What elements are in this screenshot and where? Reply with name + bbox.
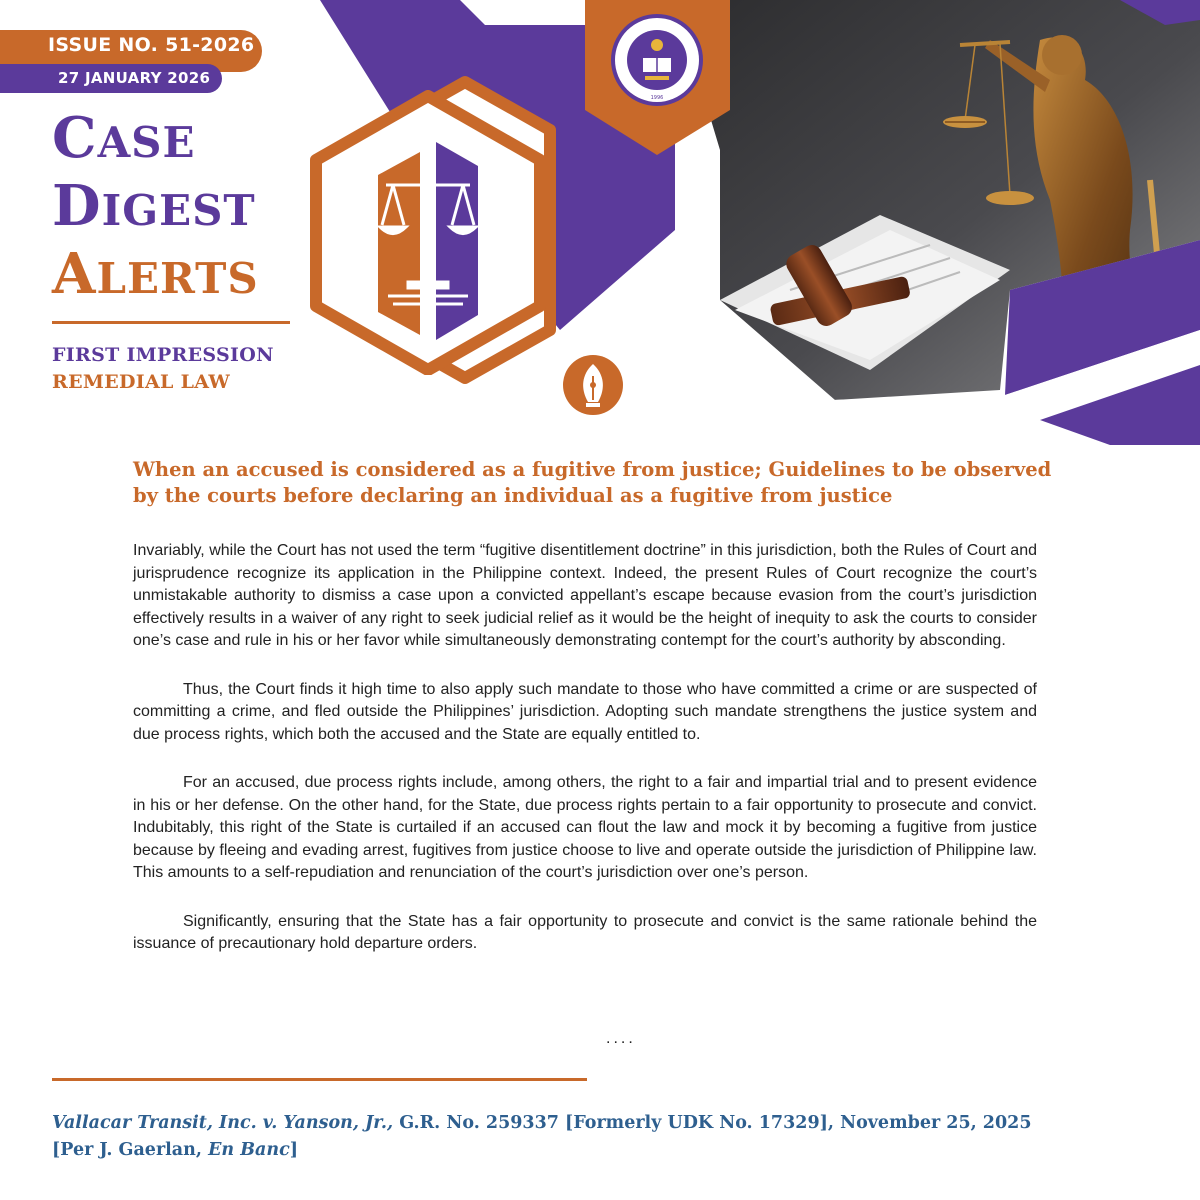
body-paragraph: Significantly, ensuring that the State has a fair opportunity to prosecute and convict is the same rationale behind the issuance of precautionary hold departure orders. (133, 912, 1037, 952)
citation-divider (52, 1078, 587, 1081)
seal-year: 1996 (650, 95, 664, 101)
title-word-digest: DIGEST (52, 173, 256, 239)
case-name: Vallacar Transit, Inc. v. Yanson, Jr., (52, 1113, 394, 1133)
ellipsis: .... (606, 1030, 636, 1047)
article-body (133, 540, 1037, 982)
title-divider (52, 321, 290, 324)
body-paragraph: Invariably, while the Court has not used the term “fugitive disentitlement doctrine” in this jurisdiction, both the Rules of Court and jurisprudence recognize its application in the Philippine context. Indeed, the present Rules of Court recognize the court’s unmistakable authority to dismiss a case upon a convicted appellant’s escape because evasion from the court’s jurisdiction effectively results in a waiver of any right to seek judicial relief as it would be the height of inequity to ask the courts to consider one’s case and rule in his or her favor while simultaneously demonstrating contempt for the court’s authority by absconding. (133, 542, 1037, 649)
seal-shield (585, 0, 730, 155)
ponente: [Per J. Gaerlan, (52, 1140, 209, 1160)
case-digest-logo (308, 90, 548, 375)
topic-label: REMEDIAL LAW (52, 371, 230, 393)
category-label: FIRST IMPRESSION (52, 344, 274, 366)
issue-number: ISSUE NO. 51-2026 (48, 34, 255, 56)
body-paragraph: Thus, the Court finds it high time to also apply such mandate to those who have committed a crime or are suspected of committing a crime, and fled outside the Philippines’ jurisdiction. Adopting such mandate strengthens the justice system and due process rights, which both the accused and the State are equally entitled to. (133, 680, 1037, 743)
case-citation (52, 1110, 1052, 1164)
pen-nib-icon (562, 354, 624, 416)
body-paragraph: For an accused, due process rights include, among others, the right to a fair and impartial trial and to present evidence in his or her defense. On the other hand, for the State, due process rights pertain to a fair opportunity to prosecute and convict. Indubitably, this right of the State is curtailed if an accused can flout the law and mock it by becoming a fugitive from justice because by fleeing and evading arrest, fugitives from justice choose to live and operate outside the jurisdiction of Philippine law. This amounts to a self-repudiation and renunciation of the court’s jurisdiction over one’s person. (133, 774, 1037, 881)
citation-close: ] (289, 1140, 299, 1160)
title-word-alerts: ALERTS (52, 241, 259, 307)
court-division: En Banc (208, 1140, 290, 1160)
issue-date: 27 JANUARY 2026 (58, 69, 211, 87)
case-details: G.R. No. 259337 [Formerly UDK No. 17329], November 25, 2025 (393, 1113, 1032, 1133)
headline: When an accused is considered as a fugitive from justice; Guidelines to be observed by the courts before declaring an individual as a fugitive from justice (133, 458, 1052, 507)
title-word-case: CASE (52, 105, 196, 171)
